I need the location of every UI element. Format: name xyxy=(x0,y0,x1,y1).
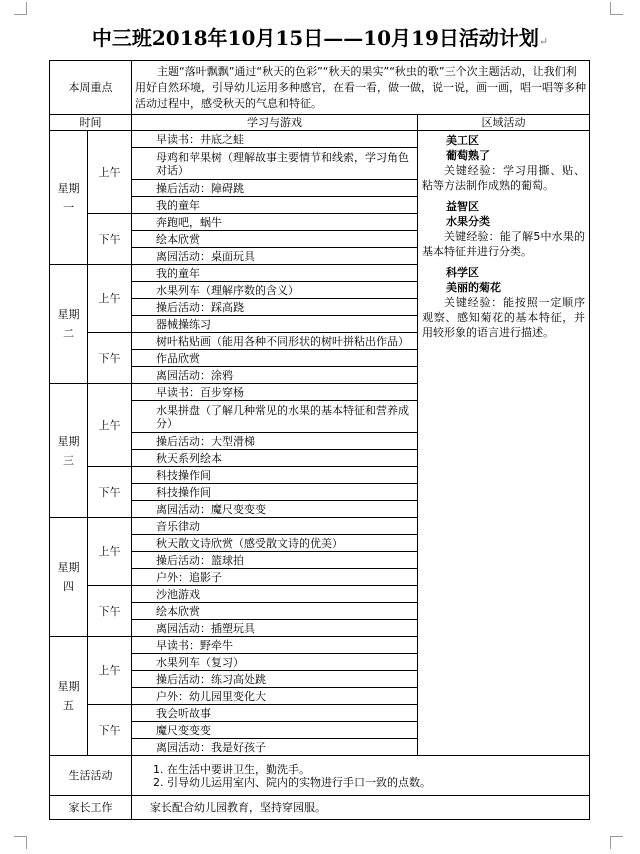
page-corner-mark xyxy=(14,836,27,849)
activity-item: 离园活动：涂鸦 xyxy=(132,367,418,384)
header-study: 学习与游戏 xyxy=(132,115,418,131)
activity-item: 我的童年 xyxy=(132,197,418,214)
activity-item: 离园活动：桌面玩具 xyxy=(132,248,418,265)
activity-item: 我会听故事 xyxy=(132,705,418,722)
activity-item: 早读书：野牵牛 xyxy=(132,637,418,654)
activity-item: 科技操作间 xyxy=(132,467,418,484)
activity-item: 户外：追影子 xyxy=(132,569,418,586)
afternoon-label: 下午 xyxy=(88,586,132,637)
parents-label: 家长工作 xyxy=(50,796,132,820)
life-list xyxy=(132,756,590,796)
page-corner-mark xyxy=(610,836,623,849)
activity-item: 绘本欣赏 xyxy=(132,603,418,620)
day-label: 星期一 xyxy=(50,131,88,265)
activity-item: 离园活动：我是好孩子 xyxy=(132,739,418,756)
area-name: 美丽的菊花 xyxy=(446,281,501,294)
morning-label: 上午 xyxy=(88,518,132,586)
morning-label: 上午 xyxy=(88,384,132,467)
area-text: 关键经验：学习用撕、贴、粘等方法制作成熟的葡萄。 xyxy=(422,164,585,192)
activity-item: 秋天系列绘本 xyxy=(132,450,418,467)
area-text: 关键经验：能按照一定顺序观察、感知菊花的基本特征，并用较形象的语言进行描述。 xyxy=(422,296,585,339)
afternoon-label: 下午 xyxy=(88,333,132,384)
activity-item: 魔尺变变变 xyxy=(132,722,418,739)
header-area: 区域活动 xyxy=(418,115,590,131)
day-label: 星期五 xyxy=(50,637,88,756)
page-corner-mark xyxy=(610,2,623,15)
afternoon-label: 下午 xyxy=(88,467,132,518)
activity-item: 器械操练习 xyxy=(132,316,418,333)
activity-plan-table xyxy=(49,60,590,820)
area-block xyxy=(422,265,585,340)
area-zone: 美工区 xyxy=(446,134,479,147)
activity-item: 操后活动：障碍跳 xyxy=(132,180,418,197)
activity-item: 绘本欣赏 xyxy=(132,231,418,248)
afternoon-label: 下午 xyxy=(88,214,132,265)
focus-label: 本周重点 xyxy=(50,61,132,115)
activity-item: 沙池游戏 xyxy=(132,586,418,603)
day-label: 星期三 xyxy=(50,384,88,518)
activity-item: 操后活动：篮球拍 xyxy=(132,552,418,569)
activity-item: 我的童年 xyxy=(132,265,418,282)
activity-item: 水果拼盘（了解几种常见的水果的基本特征和营养成分） xyxy=(132,401,418,433)
activity-item: 母鸡和苹果树（理解故事主要情节和线索，学习角色对话） xyxy=(132,148,418,180)
day-label: 星期四 xyxy=(50,518,88,637)
afternoon-label: 下午 xyxy=(88,705,132,756)
paragraph-mark: ↵ xyxy=(538,35,549,48)
title-text: 中三班2018年10月15日——10月19日活动计划 xyxy=(91,26,539,50)
area-block xyxy=(422,199,585,259)
day-label: 星期二 xyxy=(50,265,88,384)
morning-label: 上午 xyxy=(88,265,132,333)
activity-item: 科技操作间 xyxy=(132,484,418,501)
activity-item: 离园活动：插塑玩具 xyxy=(132,620,418,637)
activity-item: 树叶粘贴画（能用各种不同形状的树叶拼粘出作品） xyxy=(132,333,418,350)
activity-row xyxy=(50,131,590,148)
header-time: 时间 xyxy=(50,115,132,131)
area-name: 葡萄熟了 xyxy=(446,149,490,162)
life-item: 2. 引导幼儿运用室内、院内的实物进行手口一致的点数。 xyxy=(153,775,431,789)
morning-label: 上午 xyxy=(88,637,132,705)
focus-text: 主题“落叶飘飘”通过“秋天的色彩”“秋天的果实”“秋虫的歌”三个次主题活动，让我们利用好自然环境，引导幼儿运用多种感官，在看一看，做一做，说一说，画一画，唱一唱等多种活动过程中，感受秋天的气息和特征。 xyxy=(132,61,590,115)
activity-item: 作品欣赏 xyxy=(132,350,418,367)
activity-item: 秋天散文诗欣赏（感受散文诗的优美） xyxy=(132,535,418,552)
activity-item: 操后活动：踩高跷 xyxy=(132,299,418,316)
activity-item: 早读书：井底之蛙 xyxy=(132,131,418,148)
page-corner-mark xyxy=(14,2,27,15)
activity-item: 音乐律动 xyxy=(132,518,418,535)
area-zone: 科学区 xyxy=(446,266,479,279)
life-item: 1. 在生活中要讲卫生，勤洗手。 xyxy=(153,762,310,776)
activity-item: 水果列车（理解序数的含义） xyxy=(132,282,418,299)
parents-row xyxy=(50,796,590,820)
focus-row xyxy=(50,61,590,115)
header-row xyxy=(50,115,590,131)
activity-item: 操后活动：大型滑梯 xyxy=(132,433,418,450)
activity-item: 早读书：百步穿杨 xyxy=(132,384,418,401)
area-name: 水果分类 xyxy=(446,215,490,228)
area-zone: 益智区 xyxy=(446,200,479,213)
document-title xyxy=(0,22,640,51)
area-activities xyxy=(418,131,590,756)
area-text: 关键经验：能了解5中水果的基本特征并进行分类。 xyxy=(422,230,585,258)
area-block xyxy=(422,133,585,193)
morning-label: 上午 xyxy=(88,131,132,214)
activity-item: 操后活动：练习高处跳 xyxy=(132,671,418,688)
life-label: 生活活动 xyxy=(50,756,132,796)
activity-item: 水果列车（复习） xyxy=(132,654,418,671)
life-row xyxy=(50,756,590,796)
activity-item: 奔跑吧，蜗牛 xyxy=(132,214,418,231)
parents-text: 家长配合幼儿园教育，坚持穿园服。 xyxy=(132,796,590,820)
activity-item: 户外：幼儿园里变化大 xyxy=(132,688,418,705)
activity-item: 离园活动：魔尺变变变 xyxy=(132,501,418,518)
